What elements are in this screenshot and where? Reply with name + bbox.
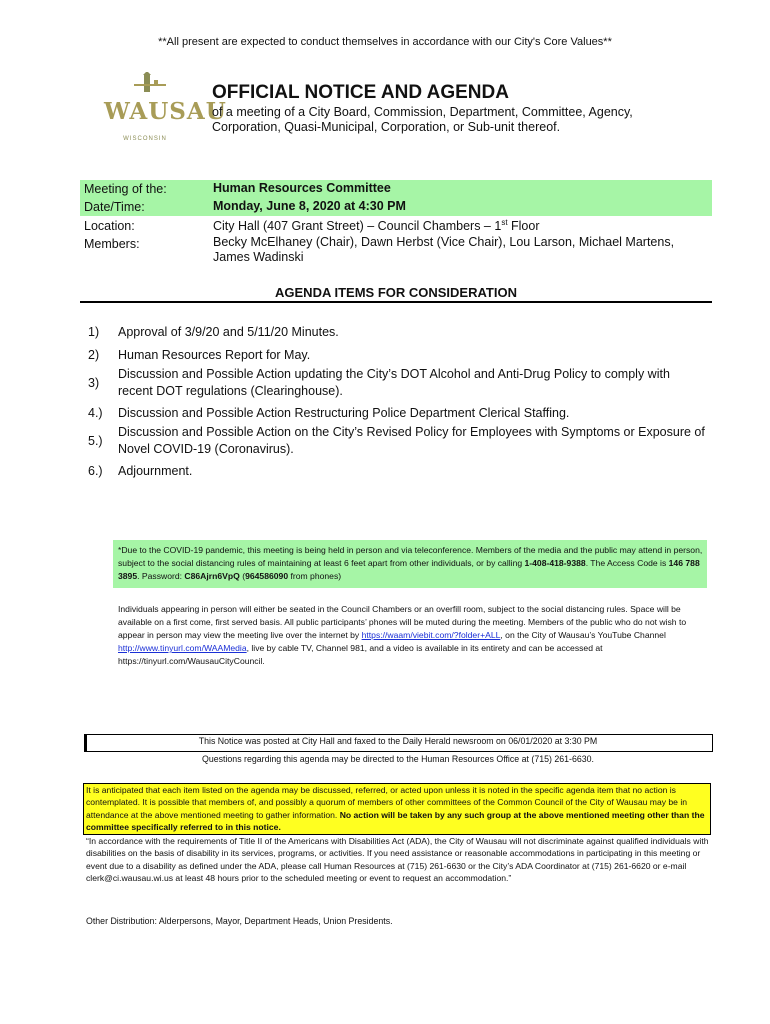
teleconference-phone: 1-408-418-9388	[524, 558, 586, 568]
datetime-value: Monday, June 8, 2020 at 4:30 PM	[213, 199, 406, 213]
meeting-value: Human Resources Committee	[213, 181, 391, 195]
agenda-item-text: Discussion and Possible Action on the City’s Revised Policy for Employees with Symptoms or Exposure of Novel COVID-19 (Coronavirus).	[118, 425, 705, 456]
notice-title: OFFICIAL NOTICE AND AGENDA	[212, 82, 509, 103]
location-label: Location:	[84, 219, 135, 233]
agenda-divider	[80, 301, 712, 303]
logo-subtitle: WISCONSIN	[123, 136, 167, 142]
agenda-heading: AGENDA ITEMS FOR CONSIDERATION	[275, 285, 517, 300]
distribution-list: Other Distribution: Alderpersons, Mayor, Department Heads, Union Presidents.	[86, 916, 393, 926]
attendance-info: Individuals appearing in person will either be seated in the Council Chambers or an overfill room, subject to the social distancing rules. Space will be available on a first come, first served basis. All public participants’ phones will be muted during the meeting. Members of the public who do not wish to appear in person may view the meeting live over the internet by https://waam/viebit.com/?folder+ALL, on the City of Wausau’s YouTube Channel http://www.tinyurl.com/WAAMedia, live by cable TV, Channel 981, and a video is available in its entirety and can be accessed at https://tinyurl.com/WausauCityCouncil.	[118, 604, 687, 666]
agenda-item-number: 4.)	[88, 406, 103, 420]
core-values-note: **All present are expected to conduct themselves in accordance with our City's Core Values**	[158, 36, 612, 48]
questions-note: Questions regarding this agenda may be directed to the Human Resources Office at (715) 261-6630.	[201, 754, 594, 764]
members-label: Members:	[84, 237, 140, 251]
covid-notice: *Due to the COVID-19 pandemic, this meeting is being held in person and via teleconference. Members of the media and the public may attend in person, subject to the social distancing rules of maintaining at least 6 feet apart from other individuals, or by calling 1-408-418-9388. The Access Code is 146 788 3895. Password: C86Ajrn6VpQ (964586090 from phones)	[118, 545, 703, 581]
agenda-item-number: 1)	[88, 325, 100, 339]
agenda-item-number: 2)	[88, 348, 100, 362]
logo-wordmark: WAUSAU	[104, 98, 227, 125]
agenda-item-number: 5.)	[88, 434, 103, 448]
agenda-item-text: Discussion and Possible Action Restructuring Police Department Clerical Staffing.	[118, 406, 570, 420]
ada-statement: “In accordance with the requirements of Title II of the Americans with Disabilities Act (ADA), the City of Wausau will not discriminate against qualified individuals with disabilities on the basis of disability in its services, programs, or activities. If you need assistance or reasonable accommodations in participating in this meeting or event due to a disability as defined under the ADA, please call Human Resources at (715) 261-6630 or the City’s ADA Coordinator at (715) 261-6620 or e-mail clerk@ci.wausau.wi.us at least 48 hours prior to the scheduled meeting or event to request an accommodation.”	[86, 836, 709, 884]
action-notice: It is anticipated that each item listed on the agenda may be discussed, referred, or acted upon unless it is noted in the specific agenda item that no action is contemplated. It is possible that members of, and possibly a quorum of members of other committees of the Common Council of the City of Wausau may be in attendance at the above mentioned meeting to gather information. No action will be taken by any such group at the above mentioned meeting other than the committee specifically referred to in this notice.	[86, 785, 705, 833]
agenda-item-text: Human Resources Report for May.	[118, 348, 311, 362]
phone-password: 964586090	[245, 571, 289, 581]
posted-notice: This Notice was posted at City Hall and faxed to the Daily Herald newsroom on 06/01/2020 at 3:30 PM	[198, 736, 598, 746]
agenda-item-text: Discussion and Possible Action updating the City’s DOT Alcohol and Anti-Drug Policy to comply with recent DOT regulations (Clearinghouse).	[118, 367, 670, 398]
members-value: Becky McElhaney (Chair), Dawn Herbst (Vice Chair), Lou Larson, Michael Martens, James Wadinski	[213, 235, 675, 264]
wausau-logo	[104, 72, 227, 150]
meeting-password: C86Ajrn6VpQ	[184, 571, 240, 581]
agenda-item-text: Adjournment.	[118, 464, 193, 478]
agenda-item-number: 3)	[88, 376, 100, 390]
agenda-item-text: Approval of 3/9/20 and 5/11/20 Minutes.	[118, 325, 339, 339]
meeting-label: Meeting of the:	[84, 182, 167, 196]
viebit-link[interactable]: https://waam/viebit.com/?folder+ALL	[361, 630, 501, 640]
location-value: City Hall (407 Grant Street) – Council Chambers – 1st Floor	[213, 218, 540, 234]
youtube-link[interactable]: http://www.tinyurl.com/WAAMedia	[118, 643, 247, 653]
notice-subtitle: of a meeting of a City Board, Commission, Department, Committee, Agency, Corporation, Quasi-Municipal, Corporation, or Sub-unit thereof.	[212, 105, 633, 134]
datetime-label: Date/Time:	[84, 200, 145, 214]
access-code: 146 788 3895	[118, 558, 700, 581]
agenda-item-number: 6.)	[88, 464, 103, 478]
no-action-statement: No action will be taken by any such group at the above mentioned meeting other than the committee specifically referred to in this notice.	[86, 809, 705, 833]
